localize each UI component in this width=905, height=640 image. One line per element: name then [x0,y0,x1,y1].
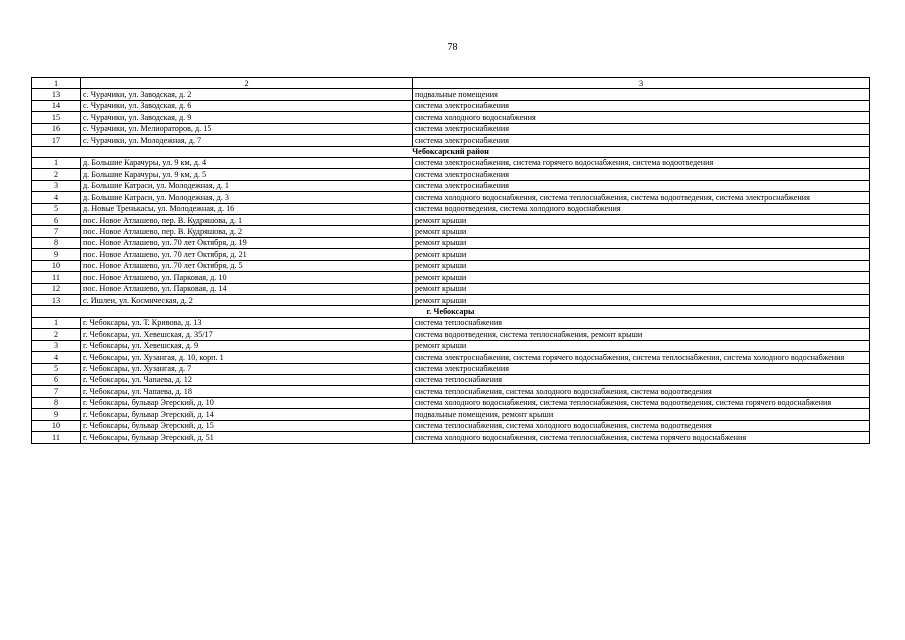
row-number-cell: 6 [32,215,81,226]
address-cell: д. Большие Катраси, ул. Молодежная, д. 3 [81,192,413,203]
table-row [32,260,870,271]
address-cell: с. Чурачики, ул. Заводская, д. 6 [81,100,413,111]
row-number-cell: 13 [32,295,81,306]
table-row [32,363,870,374]
row-number-cell: 5 [32,203,81,214]
table-row [32,135,870,146]
header-cell-address: 2 [81,78,413,89]
row-number-cell: 2 [32,169,81,180]
row-number-cell: 7 [32,226,81,237]
work-type-cell: система холодного водоснабжения, система теплоснабжения, система горячего водоснабжения [413,432,870,443]
table-row [32,386,870,397]
work-type-cell: ремонт крыши [413,283,870,294]
work-type-cell: система электроснабжения [413,363,870,374]
address-cell: г. Чебоксары, ул. Хузангая, д. 10, корп. 1 [81,352,413,363]
address-cell: пос. Новое Атлашево, ул. Парковая, д. 14 [81,283,413,294]
address-cell: г. Чебоксары, ул. Хевешская, д. 9 [81,340,413,351]
row-number-cell: 1 [32,157,81,168]
address-cell: с. Чурачики, ул. Мелиораторов, д. 15 [81,123,413,134]
table-body [32,78,870,444]
table-row [32,226,870,237]
row-number-cell: 10 [32,260,81,271]
row-number-cell: 4 [32,192,81,203]
row-number-cell: 3 [32,180,81,191]
row-number-cell: 3 [32,340,81,351]
address-cell: д. Большие Катраси, ул. Молодежная, д. 1 [81,180,413,191]
table-row [32,157,870,168]
work-type-cell: ремонт крыши [413,340,870,351]
row-number-cell: 17 [32,135,81,146]
row-number-cell: 9 [32,249,81,260]
work-type-cell: ремонт крыши [413,215,870,226]
row-number-cell: 11 [32,272,81,283]
row-number-cell: 4 [32,352,81,363]
table-row [32,329,870,340]
table-row [32,272,870,283]
table-row [32,203,870,214]
work-type-cell: система водоотведения, система холодного водоснабжения [413,203,870,214]
row-number-cell: 7 [32,386,81,397]
work-type-cell: ремонт крыши [413,249,870,260]
address-cell: пос. Новое Атлашево, пер. В. Кудряшова, д. 1 [81,215,413,226]
work-type-cell: подвальные помещения [413,89,870,100]
address-cell: д. Большие Карачуры, ул. 9 км, д. 4 [81,157,413,168]
table-row [32,169,870,180]
address-cell: д. Новые Тренькасы, ул. Молодежная, д. 16 [81,203,413,214]
work-type-cell: система холодного водоснабжения, система теплоснабжения, система водоотведения, система электроснабжения [413,192,870,203]
work-type-cell: ремонт крыши [413,260,870,271]
row-number-cell: 16 [32,123,81,134]
table-row [32,100,870,111]
table-row [32,89,870,100]
row-number-cell: 2 [32,329,81,340]
table-row [32,317,870,328]
address-cell: с. Чурачики, ул. Заводская, д. 9 [81,112,413,123]
work-type-cell: ремонт крыши [413,226,870,237]
table-row [32,352,870,363]
address-cell: г. Чебоксары, ул. Т. Кривова, д. 13 [81,317,413,328]
address-cell: с. Чурачики, ул. Молодежная, д. 7 [81,135,413,146]
address-cell: д. Большие Карачуры, ул. 9 км, д. 5 [81,169,413,180]
address-cell: г. Чебоксары, ул. Хевешская, д. 35/17 [81,329,413,340]
table-row [32,420,870,431]
address-cell: пос. Новое Атлашево, пер. В. Кудряшова, д. 2 [81,226,413,237]
section-title: Чебоксарский район [32,146,870,157]
address-cell: г. Чебоксары, бульвар Эгерский, д. 51 [81,432,413,443]
row-number-cell: 9 [32,409,81,420]
row-number-cell: 1 [32,317,81,328]
work-type-cell: система теплоснабжения, система холодного водоснабжения, система водоотведения [413,386,870,397]
work-type-cell: ремонт крыши [413,272,870,283]
row-number-cell: 10 [32,420,81,431]
work-type-cell: система электроснабжения, система горячего водоснабжения, система водоотведения [413,157,870,168]
address-cell: г. Чебоксары, ул. Хузангая, д. 7 [81,363,413,374]
row-number-cell: 12 [32,283,81,294]
works-table [31,77,870,444]
address-cell: г. Чебоксары, бульвар Эгерский, д. 14 [81,409,413,420]
row-number-cell: 14 [32,100,81,111]
address-cell: г. Чебоксары, бульвар Эгерский, д. 10 [81,397,413,408]
row-number-cell: 13 [32,89,81,100]
address-cell: пос. Новое Атлашево, ул. 70 лет Октября, д. 21 [81,249,413,260]
table-row [32,397,870,408]
row-number-cell: 8 [32,237,81,248]
work-type-cell: система теплоснабжения, система холодного водоснабжения, система водоотведения [413,420,870,431]
work-type-cell: подвальные помещения, ремонт крыши [413,409,870,420]
table-row [32,249,870,260]
table-row [32,215,870,226]
work-type-cell: система электроснабжения [413,180,870,191]
table-row [32,374,870,385]
work-type-cell: система водоотведения, система теплоснабжения, ремонт крыши [413,329,870,340]
work-type-cell: система электроснабжения [413,123,870,134]
table-row [32,237,870,248]
work-type-cell: система теплоснабжения [413,374,870,385]
address-cell: г. Чебоксары, бульвар Эгерский, д. 15 [81,420,413,431]
address-cell: пос. Новое Атлашево, ул. 70 лет Октября, д. 5 [81,260,413,271]
table-row [32,123,870,134]
address-cell: с. Ишлеи, ул. Космическая, д. 2 [81,295,413,306]
address-cell: г. Чебоксары, ул. Чапаева, д. 12 [81,374,413,385]
work-type-cell: система электроснабжения [413,135,870,146]
work-type-cell: ремонт крыши [413,237,870,248]
row-number-cell: 6 [32,374,81,385]
work-type-cell: система холодного водоснабжения [413,112,870,123]
row-number-cell: 15 [32,112,81,123]
table-row [32,409,870,420]
table-row [32,295,870,306]
row-number-cell: 5 [32,363,81,374]
address-cell: с. Чурачики, ул. Заводская, д. 2 [81,89,413,100]
header-cell-number: 1 [32,78,81,89]
table-row [32,112,870,123]
table-row [32,192,870,203]
table-row [32,180,870,191]
section-heading-row [32,306,870,317]
section-title: г. Чебоксары [32,306,870,317]
address-cell: г. Чебоксары, ул. Чапаева, д. 18 [81,386,413,397]
address-cell: пос. Новое Атлашево, ул. Парковая, д. 10 [81,272,413,283]
table-row [32,283,870,294]
work-type-cell: система электроснабжения, система горячего водоснабжения, система теплоснабжения, система холодного водоснабжения [413,352,870,363]
row-number-cell: 8 [32,397,81,408]
table-header-row [32,78,870,89]
page-number: 78 [447,42,458,53]
section-heading-row [32,146,870,157]
work-type-cell: ремонт крыши [413,295,870,306]
table-row [32,340,870,351]
header-cell-work: 3 [413,78,870,89]
work-type-cell: система теплоснабжения [413,317,870,328]
address-cell: пос. Новое Атлашево, ул. 70 лет Октября, д. 19 [81,237,413,248]
table-row [32,432,870,443]
work-type-cell: система электроснабжения [413,169,870,180]
row-number-cell: 11 [32,432,81,443]
work-type-cell: система электроснабжения [413,100,870,111]
work-type-cell: система холодного водоснабжения, система теплоснабжения, система водоотведения, система горячего водоснабжения [413,397,870,408]
